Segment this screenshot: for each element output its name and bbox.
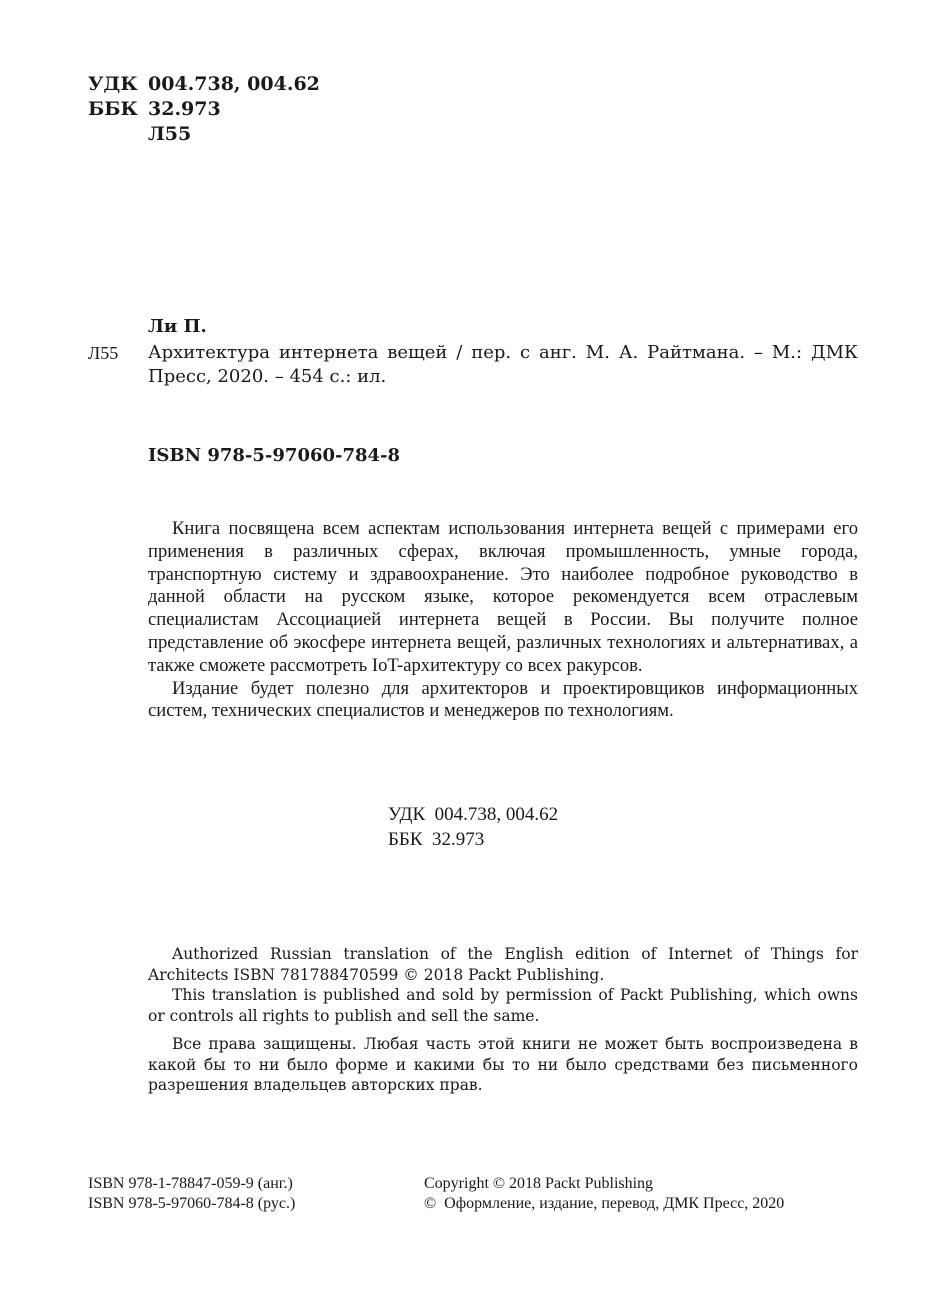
author-name: Ли П. bbox=[148, 316, 207, 337]
copyright-russian: © Оформление, издание, перевод, ДМК Пресс, 2020 bbox=[424, 1195, 785, 1212]
udk-label: УДК bbox=[88, 73, 138, 95]
notice-paragraph-1: Authorized Russian translation of the English edition of Internet of Things for Architects ISBN 781788470599 © 2018 Packt Publishing. bbox=[148, 945, 858, 984]
translation-notice bbox=[148, 944, 858, 1096]
bottom-bbk: ББК 32.973 bbox=[388, 829, 485, 850]
abstract-paragraph-1: Книга посвящена всем аспектам использования интернета вещей с примерами его применения в различных сферах, включая промышленность, умные города, транспортную систему и здравоохранение. Это наиболее подробное руководство в данной области на русском языке, которое рекомендуется всем отраслевым специалистам Ассоциацией интернета вещей в России. Вы получите полное представление об экосфере интернета вещей, различных технологиях и альтернативах, а также сможете рассмотреть IoT-архитектуру со всех ракурсов. bbox=[148, 518, 858, 676]
udk-value: 004.738, 004.62 bbox=[148, 73, 320, 95]
abstract-paragraph-2: Издание будет полезно для архитекторов и проектировщиков информационных систем, технических специалистов и менеджеров по технологиям. bbox=[148, 677, 858, 722]
cutter-row bbox=[88, 122, 320, 147]
isbn-english: ISBN 978-1-78847-059-9 (анг.) bbox=[88, 1175, 293, 1192]
bottom-codes bbox=[388, 802, 558, 852]
udk-row bbox=[88, 72, 320, 97]
abstract bbox=[148, 518, 858, 723]
cutter-code: Л55 bbox=[148, 123, 192, 145]
copyright-english: Copyright © 2018 Packt Publishing bbox=[424, 1175, 654, 1192]
bbk-value: 32.973 bbox=[148, 98, 221, 120]
isbn-main: ISBN 978-5-97060-784-8 bbox=[148, 445, 401, 466]
classification-codes bbox=[88, 72, 320, 147]
footer-isbn-block bbox=[88, 1174, 295, 1214]
notice-paragraph-2: This translation is published and sold by permission of Packt Publishing, which owns or controls all rights to publish and sell the same. bbox=[148, 986, 858, 1025]
bbk-row bbox=[88, 97, 320, 122]
bibliographic-description: Архитектура интернета вещей / пер. с анг. М. А. Райтмана. – М.: ДМК Пресс, 2020. – 454 с.: ил. bbox=[148, 342, 858, 387]
rights-paragraph: Все права защищены. Любая часть этой книги не может быть воспроизведена в какой бы то ни было форме и какими бы то ни было средствами без письменного разрешения владельцев авторских прав. bbox=[148, 1035, 858, 1094]
bottom-udk: УДК 004.738, 004.62 bbox=[388, 804, 559, 825]
footer-copyright-block bbox=[424, 1174, 784, 1214]
isbn-russian: ISBN 978-5-97060-784-8 (рус.) bbox=[88, 1195, 296, 1212]
bbk-label: ББК bbox=[88, 98, 138, 120]
entry-cutter: Л55 bbox=[88, 343, 119, 363]
